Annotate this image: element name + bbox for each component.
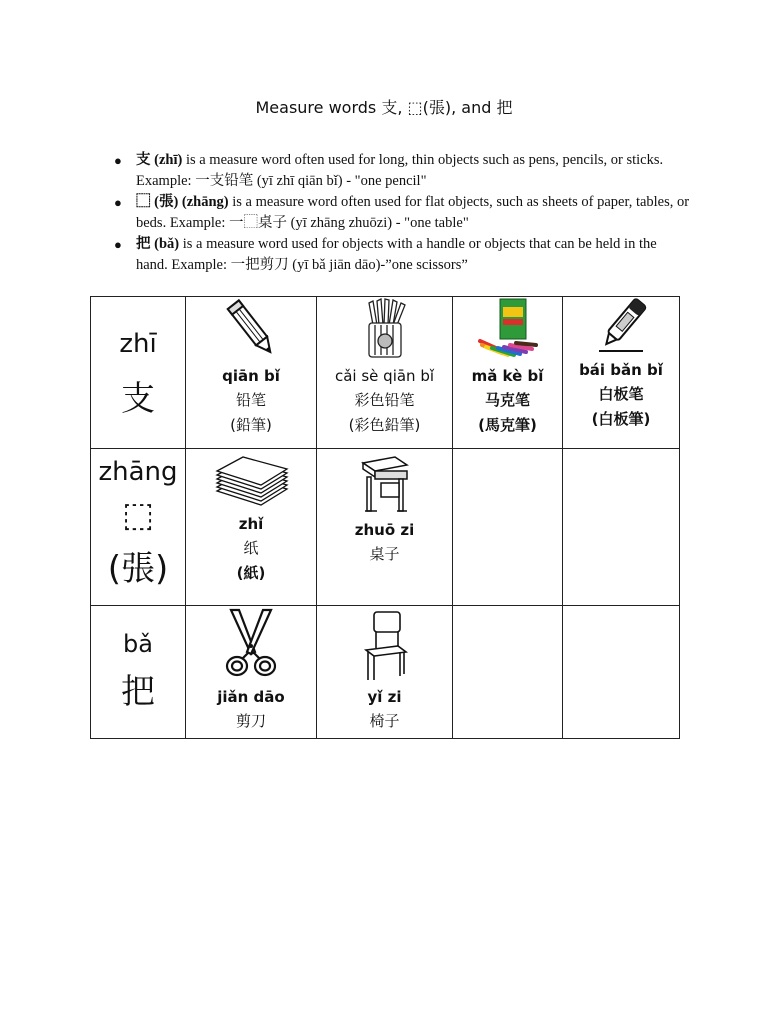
measure-word-cell: [91, 606, 186, 739]
pencil-icon: [186, 297, 316, 361]
bullet-dot-icon: ●: [114, 153, 122, 168]
bullet-head: ⬚ (張) (zhāng): [136, 194, 229, 210]
table-row: [91, 297, 680, 449]
bullet-dot-icon: ●: [114, 237, 122, 252]
item-pinyin: zhǐ: [238, 515, 264, 533]
paper-stack-icon: [186, 449, 316, 509]
scissors-icon: [186, 606, 316, 682]
empty-cell: [453, 606, 563, 739]
whiteboard-marker-icon: [563, 297, 679, 355]
desk-icon: [317, 449, 452, 515]
item-traditional: (馬克筆): [478, 416, 537, 434]
item-traditional: (鉛筆): [230, 416, 272, 434]
table-row: [91, 606, 680, 739]
item-pinyin: yǐ zi: [367, 688, 402, 706]
item-cell: [186, 606, 317, 739]
measure-word-char: ⬚: [121, 495, 155, 535]
bullet-list: [112, 150, 692, 276]
item-simplified: 椅子: [369, 712, 400, 730]
item-simplified: 铅笔: [235, 391, 266, 409]
item-simplified: 白板笔: [598, 385, 644, 403]
measure-word-pinyin: zhī: [119, 329, 157, 359]
markers-box-icon: [453, 297, 562, 361]
item-cell: [317, 297, 453, 449]
bullet-item: [112, 150, 692, 192]
bullet-head: 支 (zhī): [136, 152, 183, 168]
chair-icon: [317, 606, 452, 682]
item-cell: [186, 297, 317, 449]
item-simplified: 剪刀: [235, 712, 266, 730]
measure-word-table: [90, 296, 680, 739]
item-pinyin: zhuō zi: [354, 521, 415, 539]
item-cell: [317, 449, 453, 606]
item-traditional: (白板筆): [591, 410, 651, 428]
item-simplified: 彩色铅笔: [354, 391, 415, 409]
measure-word-char: 把: [121, 672, 155, 712]
measure-word-cell: [91, 449, 186, 606]
measure-word-pinyin: bǎ: [123, 630, 153, 658]
item-simplified: 马克笔: [484, 391, 530, 409]
empty-cell: [563, 449, 680, 606]
table-row: [91, 449, 680, 606]
bullet-text: is a measure word often used for long, thin objects such as pens, pencils, or sticks. Example: 一支铅笔 (yī zhī qiān bǐ) - "one pencil": [136, 152, 664, 189]
bullet-text: is a measure word used for objects with a handle or objects that can be held in the hand. Example: 一把剪刀 (yī bǎ jiān dāo)-”one scissors”: [136, 236, 657, 273]
item-simplified: 桌子: [369, 545, 400, 563]
page-title: Measure words 支, ⬚(張), and 把: [255, 98, 513, 117]
item-cell: [453, 297, 563, 449]
item-pinyin: qiān bǐ: [222, 367, 280, 385]
bullet-item: [112, 234, 692, 276]
item-simplified: 纸: [243, 539, 259, 557]
measure-word-pinyin: zhāng: [98, 457, 178, 487]
empty-cell: [563, 606, 680, 739]
measure-word-cell: [91, 297, 186, 449]
item-pinyin: bái bǎn bǐ: [579, 361, 663, 379]
item-pinyin: mǎ kè bǐ: [471, 367, 544, 385]
empty-cell: [453, 449, 563, 606]
bullet-text: is a measure word often used for flat objects, such as sheets of paper, tables, or beds. Example: 一⬚桌子 (yī zhāng zhuōzi) - "one table": [136, 194, 690, 231]
item-pinyin: jiǎn dāo: [217, 688, 285, 706]
item-cell: [563, 297, 680, 449]
colored-pencils-cup-icon: [317, 297, 452, 361]
bullet-head: 把 (bǎ): [136, 236, 180, 252]
measure-word-traditional: (張): [107, 549, 169, 589]
bullet-dot-icon: ●: [114, 195, 122, 210]
bullet-item: [112, 192, 692, 234]
measure-word-char: 支: [121, 379, 155, 419]
item-traditional: (紙): [236, 564, 266, 582]
item-cell: [186, 449, 317, 606]
item-pinyin: cǎi sè qiān bǐ: [334, 367, 435, 385]
item-traditional: (彩色鉛筆): [348, 416, 421, 434]
item-cell: [317, 606, 453, 739]
